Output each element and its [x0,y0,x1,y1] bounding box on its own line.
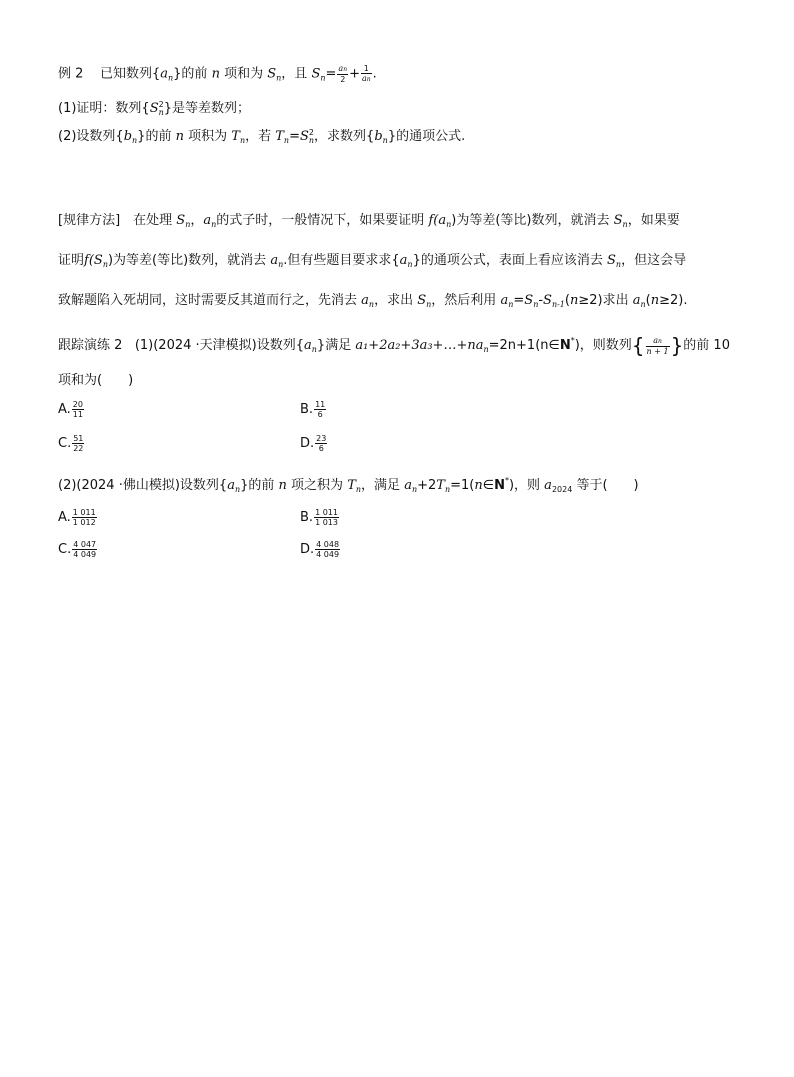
fraction: $\frac{1}{an}$ [361,64,371,83]
question-1: (1)证明：数列{S 2 n }是等差数列； [58,99,251,117]
example-label: 例 2 [58,66,84,82]
practice-line-2: (2)(2024 ·佛山模拟)设数列$\{a_n\}$的前 n 项之积为 $T_n$，满足 $a_n+2T_n=1(n\in N^*)$，则 $a_{2024}$ 等于( ) [58,476,639,494]
option-c[interactable]: C. $\frac{51}{22}$ [58,434,84,453]
method-line-2: 证明$f(S_n)$为等差(等比)数列，就消去 $a_n$.但有些题目要求求$\{a_n\}$的通项公式，表面上看应该消去 $S_n$，但这会导 [58,253,687,269]
example-statement: 例 2 已知数列$\{a_n\}$的前 n 项和为 $S_n$，且 $S_n=$ $\frac{an}{2}$ + $\frac{1}{an}$ . [58,64,377,84]
method-line-3: 致解题陷入死胡同，这时需要反其道而行之，先消去 $a_n$，求出 $S_n$，然后利用 $a_n=S_n-S_{n-1}(n\ge 2)$求出 $a_n(n\ge 2)$. [58,293,688,309]
fraction: $\frac{an}{n + 1}$ [646,335,669,356]
option-b[interactable]: B. $\frac{11}{6}$ [300,400,326,419]
option-a[interactable]: A. $\frac{1 011}{1 012}$ [58,508,96,527]
practice-line-1-cont: 项和为( ) [58,373,134,388]
practice-line-1: 跟踪演练 2 (1)(2024 ·天津模拟)设数列$\{a_n\}$满足 $a_1+2a_2+3a_3+\dots+na_n=2n+1(n\in N^*)$，则数列{ $\frac{an}{n + 1}$ }的前 10 [58,333,730,358]
question-2: (2)设数列$\{b_n\}$的前 n 项积为 $T_n$，若 $T_n=S$ 2 n ，求数列$\{b_n\}$的通项公式. [58,127,466,145]
option-d[interactable]: D. $\frac{4 048}{4 049}$ [300,540,340,559]
option-c[interactable]: C. $\frac{4 047}{4 049}$ [58,540,97,559]
method-line-1: [规律方法] 在处理 $S_n$，$a_n$的式子时，一般情况下，如果要证明 $f(a_n)$为等差(等比)数列，就消去 $S_n$，如果要 [58,213,680,229]
option-d[interactable]: D. $\frac{23}{6}$ [300,434,327,453]
option-a[interactable]: A. $\frac{20}{11}$ [58,400,83,419]
fraction: $\frac{an}{2}$ [338,64,348,84]
option-b[interactable]: B. $\frac{1 011}{1 013}$ [300,508,338,527]
